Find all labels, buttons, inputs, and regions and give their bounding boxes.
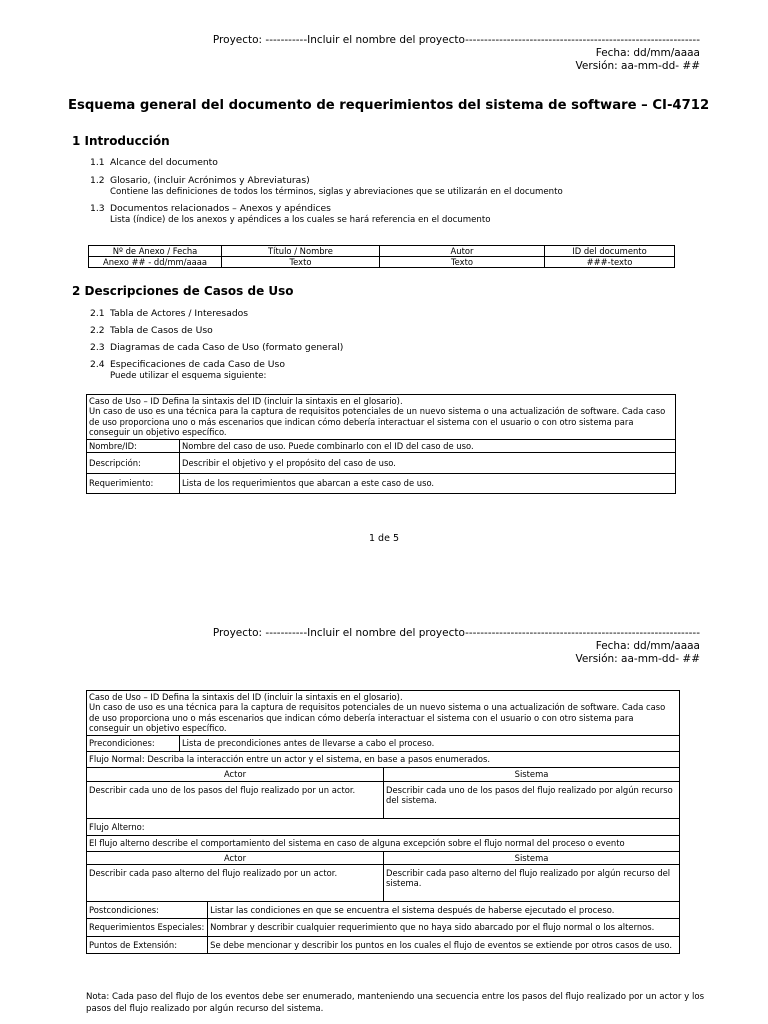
item-label: Tabla de Casos de Uso	[110, 325, 213, 336]
annex-header-docid: ID del documento	[545, 246, 675, 257]
usecase-intro	[87, 691, 680, 736]
header-project: Proyecto: -----------Incluir el nombre del proyecto--------------------------------------------------------------	[212, 627, 700, 639]
annex-cell: Texto	[380, 257, 545, 268]
item-description: Contiene las definiciones de todos los términos, siglas y abreviaciones que se utilizarán en el documento	[110, 186, 563, 197]
list-item	[90, 342, 343, 354]
item-description: Puede utilizar el esquema siguiente:	[110, 370, 267, 381]
annex-table	[88, 245, 675, 268]
precond-label: Precondiciones:	[87, 735, 180, 751]
header-date: Fecha: dd/mm/aaaa	[595, 47, 700, 59]
usecase-intro-line1: Caso de Uso – ID Defina la sintaxis del ID (incluir la sintaxis en el glosario).	[89, 692, 403, 702]
item-number: 2.3	[90, 342, 105, 353]
row-value: Nombre del caso de uso. Puede combinarlo con el ID del caso de uso.	[180, 439, 676, 452]
table-row	[87, 865, 680, 902]
table-row	[87, 768, 680, 781]
usecase-table-detail	[86, 690, 680, 954]
alt-system: Describir cada paso alterno del flujo realizado por algún recurso del sistema.	[384, 865, 680, 902]
section-2-heading: 2 Descripciones de Casos de Uso	[72, 284, 294, 298]
col-system: Sistema	[384, 851, 680, 864]
annex-header-number: Nº de Anexo / Fecha	[89, 246, 222, 257]
item-label: Diagramas de cada Caso de Uso (formato general)	[110, 342, 344, 353]
table-row	[87, 818, 680, 835]
alt-actor: Describir cada paso alterno del flujo realizado por un actor.	[87, 865, 384, 902]
annex-cell: Texto	[222, 257, 380, 268]
item-number: 2.2	[90, 325, 105, 336]
item-label: Tabla de Actores / Interesados	[110, 308, 249, 319]
list-item	[90, 175, 563, 198]
table-row	[87, 781, 680, 818]
item-label: Glosario, (incluir Acrónimos y Abreviaturas)	[110, 175, 310, 186]
usecase-intro-line2: Un caso de uso es una técnica para la captura de requisitos potenciales de un nuevo sistema o una actualización de software. Cada caso de uso proporciona uno o más escenarios que indican cómo debería interactuar el sistema con el usuario o con otro sistema para conseguir un objetivo específico.	[89, 406, 666, 438]
precond-value: Lista de precondiciones antes de llevarse a cabo el proceso.	[180, 735, 680, 751]
row-label: Postcondiciones:	[87, 902, 208, 919]
flow-normal: Flujo Normal: Describa la interacción entre un actor y el sistema, en base a pasos enumerados.	[87, 752, 680, 768]
row-value: Lista de los requerimientos que abarcan a este caso de uso.	[180, 474, 676, 493]
item-label: Alcance del documento	[110, 157, 218, 168]
row-value: Nombrar y describir cualquier requerimiento que no haya sido abarcado por el flujo normal o los alternos.	[208, 919, 680, 936]
header-version: Versión: aa-mm-dd- ##	[575, 60, 700, 72]
item-description: Lista (índice) de los anexos y apéndices a los cuales se hará referencia en el documento	[110, 214, 491, 225]
row-label: Requerimientos Especiales:	[87, 919, 208, 936]
annex-cell: ###-texto	[545, 257, 675, 268]
annex-header-author: Autor	[380, 246, 545, 257]
page-header	[213, 34, 700, 73]
flow-alt-desc: El flujo alterno describe el comportamiento del sistema en caso de alguna excepción sobre el flujo normal del proceso o evento	[87, 836, 680, 851]
row-value: Se debe mencionar y describir los puntos en los cuales el flujo de eventos se extiende por otros casos de uso.	[208, 936, 680, 953]
row-label: Requerimiento:	[87, 474, 180, 493]
list-item	[90, 203, 490, 226]
list-item	[90, 359, 285, 382]
annex-header-title: Título / Nombre	[222, 246, 380, 257]
usecase-intro	[87, 395, 676, 440]
item-label: Especificaciones de cada Caso de Uso	[110, 359, 285, 370]
item-number: 1.2	[90, 175, 105, 186]
normal-actor: Describir cada uno de los pasos del flujo realizado por un actor.	[87, 781, 384, 818]
table-row	[89, 257, 675, 268]
list-item	[90, 325, 213, 337]
item-number: 2.4	[90, 359, 105, 370]
table-row	[87, 439, 676, 452]
item-number: 1.3	[90, 203, 105, 214]
normal-system: Describir cada uno de los pasos del flujo realizado por algún recurso del sistema.	[384, 781, 680, 818]
table-row	[87, 474, 676, 493]
row-label: Nombre/ID:	[87, 439, 180, 452]
table-row	[87, 752, 680, 768]
header-version: Versión: aa-mm-dd- ##	[575, 653, 700, 665]
row-label: Descripción:	[87, 453, 180, 474]
col-actor: Actor	[87, 851, 384, 864]
list-item	[90, 308, 248, 320]
usecase-table-summary	[86, 394, 676, 494]
item-number: 2.1	[90, 308, 105, 319]
table-row	[87, 836, 680, 851]
row-value: Listar las condiciones en que se encuentra el sistema después de haberse ejecutado el proceso.	[208, 902, 680, 919]
flow-alt: Flujo Alterno:	[87, 818, 680, 835]
table-row	[87, 936, 680, 953]
table-row	[87, 453, 676, 474]
col-actor: Actor	[87, 768, 384, 781]
row-label: Puntos de Extensión:	[87, 936, 208, 953]
col-system: Sistema	[384, 768, 680, 781]
document-title: Esquema general del documento de requerimientos del sistema de software – CI-4712	[68, 98, 710, 113]
row-value: Describir el objetivo y el propósito del caso de uso.	[180, 453, 676, 474]
footnote: Nota: Cada paso del flujo de los eventos debe ser enumerado, manteniendo una secuencia entre los pasos del flujo realizado por un actor y los pasos del flujo realizado por algún recurso del sistema.	[86, 992, 705, 1014]
section-1-heading: 1 Introducción	[72, 134, 170, 148]
header-date: Fecha: dd/mm/aaaa	[595, 640, 700, 652]
item-label: Documentos relacionados – Anexos y apéndices	[110, 203, 331, 214]
table-row	[87, 851, 680, 864]
usecase-intro-line2: Un caso de uso es una técnica para la captura de requisitos potenciales de un nuevo sistema o una actualización de software. Cada caso de uso proporciona uno o más escenarios que indican cómo debería interactuar el sistema con el usuario o con otro sistema para conseguir un objetivo específico.	[89, 702, 666, 734]
page-number: 1 de 5	[368, 533, 399, 544]
page-header	[213, 627, 700, 666]
usecase-intro-line1: Caso de Uso – ID Defina la sintaxis del ID (incluir la sintaxis en el glosario).	[89, 396, 403, 406]
item-number: 1.1	[90, 157, 105, 168]
table-row	[87, 902, 680, 919]
header-project: Proyecto: -----------Incluir el nombre del proyecto--------------------------------------------------------------	[212, 34, 700, 46]
table-row	[87, 919, 680, 936]
table-row	[87, 735, 680, 751]
list-item	[90, 157, 218, 169]
annex-cell: Anexo ## - dd/mm/aaaa	[89, 257, 222, 268]
